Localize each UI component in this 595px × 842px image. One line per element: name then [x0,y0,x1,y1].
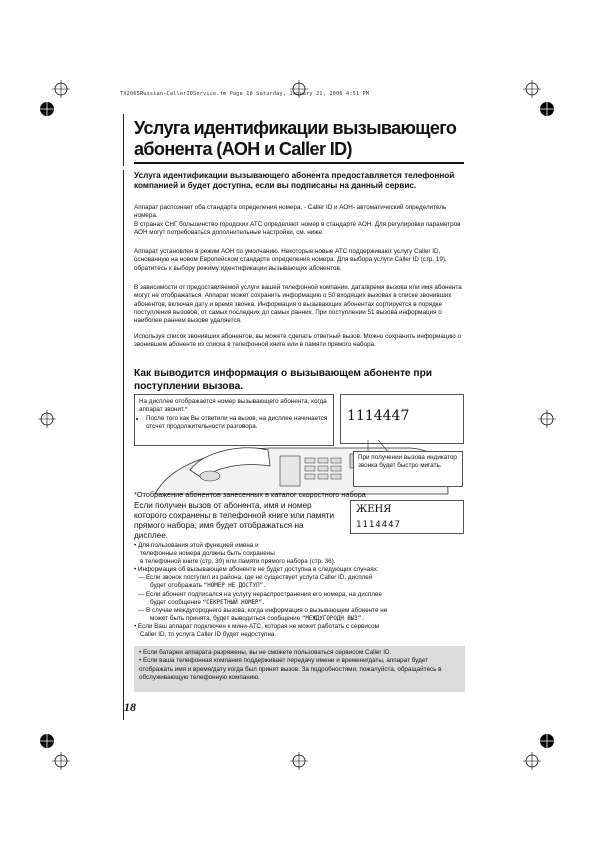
long-distance-message: “МЕЖДУГОРОДН ВЫЗ”. [301,615,365,622]
registration-mark-icon [290,752,308,770]
lcd-number: 1114447 [347,408,410,424]
bullet-line: будет отображать [150,582,204,590]
paragraph-3: Аппарат установлен в режим АОН по умолчанию. Некоторые новые АТС поддерживают услугу Caller ID, основанную на новом Европейском стандарте определения номера. Для выбора услуги Caller ID (стр. 19), обратитесь к выбору режиму идентификации вызывающих абонентов. [134,248,447,272]
bullet-line: — Если звонок поступил из района, где не существует услуга Caller ID, дисплей [138,574,373,582]
registration-mark-icon [52,80,70,98]
registration-mark-icon [38,100,56,118]
ringer-note-box: При получении вызова индикатор звонка будет быстро мигать. [353,451,463,487]
note-line: • Если батареи аппарата разряжены, вы не сможете пользоваться сервисом Caller ID. [139,649,392,656]
lcd-name: ЖЕНЯ [356,504,392,515]
side-rule-main [123,170,124,720]
registration-mark-icon [290,80,308,98]
bullet-line: • Информация об вызывающем абоненте не будет доступна в следующих случаях: [134,566,379,574]
bullet-line: • Если Ваш аппарат подключен к мини-АТС, которая не может работать с сервисом [134,622,379,630]
display-info-box [134,394,334,446]
no-number-message: “НОМЕР НЕ ДОСТУП”. [203,583,267,590]
display-info-bullet: • После того как Вы ответили на вызов, на дисплее начинается отсчет продолжительности разговора. [146,415,329,431]
display-info-text: На дисплее отображается номер вызывающего абонента, когда аппарат звонит.* [139,398,327,413]
registration-mark-icon [523,752,541,770]
bullet-line: • Для пользования этой функцией имена и [134,542,259,549]
side-rule-top [123,114,124,166]
notes-box [134,646,465,692]
registration-mark-icon [38,410,56,428]
registration-mark-icon [538,732,556,750]
bullet-line: — Если абонент подписался на услугу нераспространения его номера, на дисплее [138,590,383,598]
registration-mark-icon [538,410,556,428]
paragraph-5: Используя список звонивших абонентов, вы можете сделать ответный вызов. Можно сохранить информацию о звонившем абоненте из списка в телефонной книге или в памяти прямого набора. [134,333,461,349]
section-heading: Как выводится информация о вызывающем абоненте при поступлении вызова. [134,368,433,392]
note-line: • Если ваша телефонная компания поддерживает передачу имени и времени/даты, аппарат будет отображать имя и время/дату когда был принят вызов. За подробностями, пожалуйста, обращайтесь в обслуживающую телефонную компанию. [139,657,442,682]
bullet-line: Caller ID, то услуга Caller ID будет недоступна. [140,631,277,639]
page-number: 18 [124,700,136,714]
title-rule [134,162,464,164]
paragraph-1: Аппарат распознает оба стандарта определения номера, - Caller ID и АОН- автоматический определитель номера. [134,204,447,220]
caller-id-bullets [134,542,469,639]
page-title: Услуга идентификации вызывающего абонента (АОН и Caller ID) [134,118,457,159]
paragraph-2: В странах СНГ большинство городских АТС определяют номер в стандарте АОН. Для регулировки параметров АОН могут потребоваться дополнительные настройки, см. ниже. [134,221,461,237]
file-header: TX2065Russian-CallerIDService.fm Page 18 Saturday, January 21, 2006 4:51 PM [120,91,370,97]
private-number-message: “СЕКРЕТНЫЙ НОМЕР”. [202,599,266,606]
registration-mark-icon [538,100,556,118]
speed-dial-text: Если получен вызов от абонента, имя и номер которого сохранены в телефонной книге или памяти прямого набора, имя будет отображаться на дисплее. [134,501,335,540]
registration-mark-icon [38,732,56,750]
lcd-name-number: 1114447 [356,520,401,530]
registration-mark-icon [52,752,70,770]
bullet-line: — В случае междугороднего вызова, когда информация о вызывающем абоненте не [138,606,388,614]
lcd-display-name [350,500,464,534]
bullet-line: телефонные номера должны быть сохранены [140,550,275,558]
bullet-line: в телефонной книге (стр. 30) или памяти прямого набора (стр. 36). [140,558,336,566]
lead-paragraph: Услуга идентификации вызывающего абонента предоставляется телефонной компанией и будет доступна, если вы подписаны на данный сервис. [134,171,455,191]
bullet-line: будет сообщение [150,598,203,606]
speed-dial-caption: *Отображение абонентов занесенных в каталог скоростного набора [134,490,366,499]
paragraph-4: В зависимости от предоставляемой услуги вашей телефонной компании, дата/время вызова или имя абонента могут не отображаться. Аппарат может сохранить информацию о 50 входящих вызовах в списке звонивших абонентов, включая дату и время звонка. Информация о вызывающих абонентах сортируется в порядке поступления вызовов, от самых последних до самых ранних. При поступлении 51 вызова информация о наиболее раннем вызове удаляется. [134,284,462,325]
lcd-display-number [340,394,464,444]
registration-mark-icon [523,80,541,98]
bullet-line: может быть принята, будет выводиться сообщение [150,614,302,622]
